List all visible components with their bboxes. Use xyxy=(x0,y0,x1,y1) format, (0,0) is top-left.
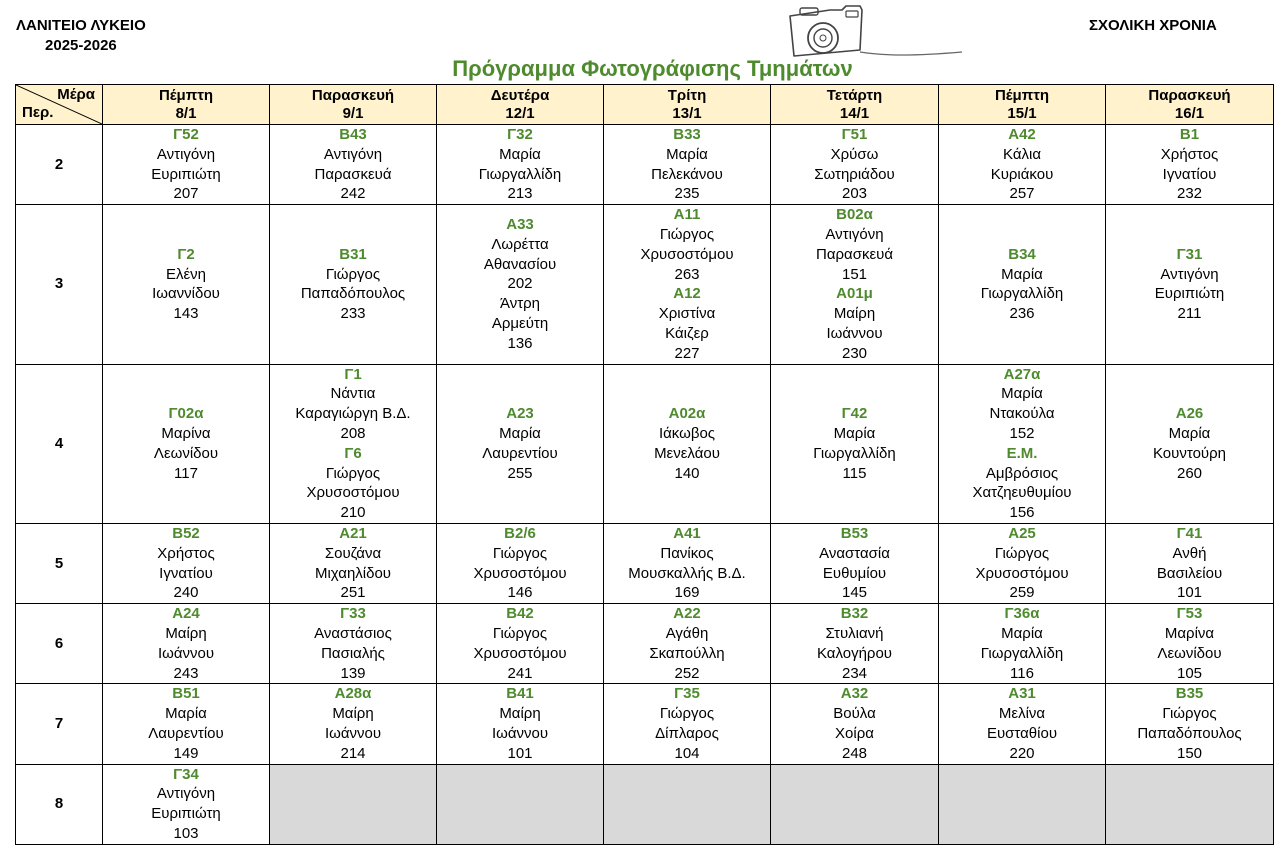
empty-slot xyxy=(437,764,604,844)
room-number: 211 xyxy=(1177,305,1202,323)
teacher-first-name: Ιάκωβος xyxy=(658,424,716,442)
room-number: 139 xyxy=(340,664,366,682)
teacher-last-name: Αθανασίου xyxy=(483,255,557,273)
teacher-first-name: Μαίρη xyxy=(332,705,374,723)
teacher-first-name: Άντρη xyxy=(499,295,541,313)
teacher-first-name: Γιώργος xyxy=(1162,705,1217,723)
teacher-first-name: Μαρία xyxy=(165,705,207,723)
class-code: Γ34 xyxy=(173,765,199,783)
teacher-last-name: Λεωνίδου xyxy=(1157,644,1222,662)
teacher-last-name: Κυριάκου xyxy=(990,165,1054,183)
class-code: Γ42 xyxy=(841,405,868,423)
schedule-cell xyxy=(771,364,939,523)
class-code: Γ41 xyxy=(1176,524,1203,542)
teacher-last-name: Γιωργαλλίδη xyxy=(980,644,1064,662)
room-number: 202 xyxy=(507,275,533,293)
teacher-first-name: Γιώργος xyxy=(325,464,381,482)
corner-period-label: Περ. xyxy=(22,104,54,121)
room-number: 203 xyxy=(841,185,868,203)
teacher-first-name: Στυλιανή xyxy=(825,624,884,642)
class-code: Γ35 xyxy=(674,685,700,703)
schedule-cell xyxy=(771,523,939,603)
class-code: Γ53 xyxy=(1176,605,1203,623)
teacher-last-name: Παρασκευά xyxy=(314,165,392,183)
schedule-cell xyxy=(939,364,1106,523)
schedule-cell xyxy=(771,125,939,205)
schedule-cell xyxy=(437,684,604,764)
class-code: Α41 xyxy=(673,524,701,542)
schedule-cell xyxy=(103,684,270,764)
room-number: 241 xyxy=(507,664,533,682)
day-header xyxy=(771,85,939,125)
class-code: Γ52 xyxy=(173,126,199,143)
schedule-cell xyxy=(1106,364,1274,523)
teacher-last-name: Γιωργαλλίδη xyxy=(813,444,896,462)
schedule-cell xyxy=(1106,523,1274,603)
period-cell: 2 xyxy=(16,125,103,205)
teacher-first-name: Γιώργος xyxy=(492,544,548,562)
day-date: 13/1 xyxy=(672,104,702,122)
schedule-cell xyxy=(270,523,437,603)
teacher-first-name: Αμβρόσιος xyxy=(985,464,1059,482)
teacher-first-name: Γιώργος xyxy=(659,225,715,243)
period-cell: 5 xyxy=(16,523,103,603)
day-date: 12/1 xyxy=(505,104,535,122)
room-number: 207 xyxy=(173,185,199,203)
teacher-first-name: Σουζάνα xyxy=(324,544,382,562)
schedule-cell xyxy=(1106,684,1274,764)
day-name: Παρασκευή xyxy=(311,86,395,104)
day-header xyxy=(103,85,270,125)
class-code: Α21 xyxy=(339,524,367,542)
room-number: 232 xyxy=(1176,185,1203,203)
day-date: 9/1 xyxy=(342,104,364,122)
room-number: 213 xyxy=(507,185,533,203)
table-row xyxy=(16,604,1274,684)
day-date: 8/1 xyxy=(175,104,197,122)
room-number: 255 xyxy=(507,464,533,482)
teacher-last-name: Ιωάννου xyxy=(157,644,215,662)
schedule-cell xyxy=(604,364,771,523)
schedule-table xyxy=(15,84,1274,845)
header-row xyxy=(16,85,1274,125)
schedule-cell xyxy=(604,523,771,603)
teacher-first-name: Μαρία xyxy=(1001,265,1043,283)
teacher-first-name: Ελένη xyxy=(165,265,207,283)
teacher-last-name: Καλογήρου xyxy=(816,644,893,662)
schedule-cell xyxy=(939,125,1106,205)
teacher-last-name: Μιχαηλίδου xyxy=(314,564,392,582)
teacher-first-name: Αντιγόνη xyxy=(1160,265,1219,283)
class-code: Γ2 xyxy=(177,245,195,263)
teacher-last-name: Ευριπιώτη xyxy=(1154,285,1225,303)
room-number: 149 xyxy=(173,744,199,762)
teacher-first-name: Μαίρη xyxy=(833,305,876,323)
room-number: 208 xyxy=(340,424,366,442)
empty-slot xyxy=(270,764,437,844)
teacher-last-name: Παπαδόπουλος xyxy=(300,285,406,303)
class-code: Α22 xyxy=(673,605,701,623)
teacher-last-name: Μουσκαλλής Β.Δ. xyxy=(628,564,746,582)
teacher-last-name: Ιγνατίου xyxy=(1162,165,1217,183)
class-code: Ε.Μ. xyxy=(1006,444,1038,462)
schedule-cell xyxy=(939,604,1106,684)
class-code: Α32 xyxy=(840,685,869,703)
period-cell: 3 xyxy=(16,205,103,364)
period-cell: 7 xyxy=(16,684,103,764)
room-number: 150 xyxy=(1176,744,1203,762)
teacher-last-name: Χρυσοστόμου xyxy=(473,644,567,662)
teacher-last-name: Αρμεύτη xyxy=(491,315,549,333)
teacher-last-name: Δίπλαρος xyxy=(655,724,719,742)
empty-slot xyxy=(1106,764,1274,844)
schedule-cell xyxy=(939,523,1106,603)
table-row xyxy=(16,205,1274,364)
teacher-last-name: Χρυσοστόμου xyxy=(975,564,1069,582)
teacher-first-name: Βούλα xyxy=(833,705,876,723)
class-code: Β33 xyxy=(673,126,701,143)
schedule-cell xyxy=(771,205,939,364)
teacher-last-name: Πελεκάνου xyxy=(651,165,723,183)
class-code: Α02α xyxy=(668,405,706,423)
day-header xyxy=(270,85,437,125)
room-number: 136 xyxy=(507,334,533,352)
teacher-last-name: Σωτηριάδου xyxy=(814,165,895,183)
school-year: 2025-2026 xyxy=(45,37,117,54)
teacher-first-name: Μαρίνα xyxy=(1164,624,1215,642)
schedule-cell xyxy=(270,604,437,684)
class-code: Α28α xyxy=(334,685,372,703)
empty-slot xyxy=(939,764,1106,844)
teacher-last-name: Λεωνίδου xyxy=(153,444,219,462)
teacher-last-name: Χρυσοστόμου xyxy=(640,245,734,263)
table-row xyxy=(16,125,1274,205)
school-year-label: ΣΧΟΛΙΚΗ ΧΡΟΝΙΑ xyxy=(1089,17,1217,34)
room-number: 105 xyxy=(1176,664,1203,682)
corner-day-label: Μέρα xyxy=(57,86,95,103)
room-number: 152 xyxy=(1009,424,1035,442)
teacher-last-name: Λαυρεντίου xyxy=(148,724,224,742)
schedule-cell xyxy=(270,364,437,523)
class-code: Β53 xyxy=(840,524,869,542)
empty-slot xyxy=(604,764,771,844)
teacher-first-name: Ανθή xyxy=(1172,544,1207,562)
teacher-last-name: Ιωαννίδου xyxy=(152,285,220,303)
room-number: 169 xyxy=(674,584,700,602)
day-name: Πέμπτη xyxy=(994,86,1050,104)
teacher-first-name: Χρήστος xyxy=(1160,145,1219,163)
teacher-first-name: Αντιγόνη xyxy=(825,225,884,243)
day-name: Δευτέρα xyxy=(490,86,550,104)
class-code: Β1 xyxy=(1179,126,1200,143)
room-number: 252 xyxy=(674,664,700,682)
day-name: Τρίτη xyxy=(667,86,707,104)
room-number: 240 xyxy=(173,584,199,602)
corner-cell xyxy=(16,85,103,125)
class-code: Α27α xyxy=(1003,365,1041,383)
teacher-first-name: Αναστασία xyxy=(819,544,890,562)
teacher-last-name: Ιωάννου xyxy=(324,724,382,742)
camera-icon xyxy=(780,2,970,64)
day-name: Τετάρτη xyxy=(826,86,883,104)
schedule-cell xyxy=(604,205,771,364)
class-code: Β35 xyxy=(1175,685,1204,703)
room-number: 243 xyxy=(173,664,199,682)
teacher-last-name: Πασιαλής xyxy=(321,644,385,662)
schedule-cell xyxy=(604,604,771,684)
schedule-cell xyxy=(437,205,604,364)
teacher-first-name: Γιώργος xyxy=(492,624,548,642)
table-row xyxy=(16,764,1274,844)
class-code: Β2/6 xyxy=(504,524,536,542)
teacher-first-name: Αντιγόνη xyxy=(156,785,216,803)
teacher-first-name: Πανίκος xyxy=(660,544,714,562)
schedule-cell xyxy=(771,604,939,684)
room-number: 101 xyxy=(507,744,533,762)
class-code: Α33 xyxy=(506,216,534,234)
teacher-last-name: Ιωάννου xyxy=(826,324,883,342)
teacher-first-name: Μαίρη xyxy=(165,624,207,642)
schedule-cell xyxy=(437,125,604,205)
teacher-first-name: Μαρία xyxy=(499,424,541,442)
room-number: 251 xyxy=(340,584,366,602)
class-code: Α24 xyxy=(172,605,200,623)
teacher-last-name: Κουντούρη xyxy=(1152,444,1226,462)
room-number: 235 xyxy=(674,185,700,203)
class-code: Γ51 xyxy=(841,126,868,143)
day-date: 16/1 xyxy=(1174,104,1205,122)
teacher-last-name: Κάιζερ xyxy=(665,324,709,342)
room-number: 242 xyxy=(340,185,366,203)
class-code: Γ31 xyxy=(1176,245,1203,263)
teacher-last-name: Ευριπιώτη xyxy=(151,805,221,823)
teacher-first-name: Αναστάσιος xyxy=(314,624,392,642)
room-number: 263 xyxy=(674,265,700,283)
room-number: 227 xyxy=(674,344,700,362)
teacher-first-name: Κάλια xyxy=(1003,145,1041,163)
class-code: Β41 xyxy=(506,685,534,703)
school-header xyxy=(16,16,146,56)
room-number: 151 xyxy=(841,265,868,283)
class-code: Α42 xyxy=(1008,126,1036,143)
day-header xyxy=(939,85,1106,125)
class-code: Β32 xyxy=(840,605,869,623)
teacher-first-name: Μαρίνα xyxy=(161,424,211,442)
schedule-cell xyxy=(939,205,1106,364)
room-number: 220 xyxy=(1009,744,1035,762)
room-number: 260 xyxy=(1176,464,1203,482)
day-date: 15/1 xyxy=(1007,104,1037,122)
teacher-last-name: Ιωάννου xyxy=(491,724,549,742)
class-code: Γ6 xyxy=(344,444,362,462)
class-code: Β42 xyxy=(506,605,534,623)
schedule-cell xyxy=(437,523,604,603)
class-code: Α26 xyxy=(1175,405,1204,423)
schedule-cell xyxy=(103,604,270,684)
period-cell: 6 xyxy=(16,604,103,684)
teacher-first-name: Λωρέττα xyxy=(491,235,549,253)
schedule-cell xyxy=(103,523,270,603)
class-code: Β31 xyxy=(339,245,367,263)
schedule-cell xyxy=(1106,604,1274,684)
teacher-last-name: Σκαπούλλη xyxy=(649,644,725,662)
teacher-first-name: Αγάθη xyxy=(665,624,709,642)
teacher-last-name: Χατζηευθυμίου xyxy=(972,484,1072,502)
class-code: Γ32 xyxy=(507,126,533,143)
teacher-last-name: Μενελάου xyxy=(654,444,720,462)
room-number: 233 xyxy=(340,305,366,323)
room-number: 101 xyxy=(1176,584,1203,602)
teacher-first-name: Μαρία xyxy=(1001,624,1043,642)
class-code: Γ02α xyxy=(168,405,204,423)
room-number: 210 xyxy=(340,504,366,522)
teacher-last-name: Παπαδόπουλος xyxy=(1137,724,1242,742)
day-header xyxy=(604,85,771,125)
teacher-first-name: Χρύσω xyxy=(830,145,879,163)
table-row xyxy=(16,364,1274,523)
room-number: 116 xyxy=(1010,664,1034,682)
teacher-first-name: Μαρία xyxy=(1168,424,1211,442)
day-name: Πέμπτη xyxy=(158,86,214,104)
teacher-last-name: Βασιλείου xyxy=(1156,564,1223,582)
teacher-last-name: Ευθυμίου xyxy=(822,564,887,582)
teacher-last-name: Καραγιώργη Β.Δ. xyxy=(295,405,411,423)
teacher-first-name: Γιώργος xyxy=(994,544,1050,562)
schedule-cell xyxy=(270,684,437,764)
teacher-first-name: Μαρία xyxy=(666,145,708,163)
schedule-cell xyxy=(604,125,771,205)
period-cell: 4 xyxy=(16,364,103,523)
schedule-cell xyxy=(103,364,270,523)
teacher-last-name: Ντακούλα xyxy=(989,405,1055,423)
teacher-last-name: Ιγνατίου xyxy=(159,564,213,582)
schedule-cell xyxy=(604,684,771,764)
day-date: 14/1 xyxy=(839,104,870,122)
class-code: Β43 xyxy=(339,126,367,143)
school-name: ΛΑΝΙΤΕΙΟ ΛΥΚΕΙΟ xyxy=(16,17,146,34)
teacher-first-name: Γιώργος xyxy=(659,705,715,723)
room-number: 234 xyxy=(841,664,868,682)
schedule-cell xyxy=(771,684,939,764)
room-number: 248 xyxy=(841,744,868,762)
period-cell: 8 xyxy=(16,764,103,844)
table-row xyxy=(16,523,1274,603)
room-number: 214 xyxy=(340,744,366,762)
day-name: Παρασκευή xyxy=(1148,86,1231,104)
schedule-cell xyxy=(103,764,270,844)
room-number: 115 xyxy=(842,464,867,482)
schedule-cell xyxy=(1106,125,1274,205)
class-code: Γ33 xyxy=(340,605,366,623)
teacher-last-name: Ευριπιώτη xyxy=(151,165,221,183)
room-number: 117 xyxy=(174,464,198,482)
teacher-first-name: Μελίνα xyxy=(998,705,1046,723)
teacher-last-name: Ευσταθίου xyxy=(986,724,1058,742)
schedule-cell xyxy=(103,205,270,364)
teacher-last-name: Χρυσοστόμου xyxy=(306,484,400,502)
room-number: 259 xyxy=(1009,584,1035,602)
class-code: Α25 xyxy=(1008,524,1036,542)
teacher-last-name: Παρασκευά xyxy=(815,245,894,263)
room-number: 143 xyxy=(173,305,199,323)
class-code: Α31 xyxy=(1008,685,1036,703)
page-title: Πρόγραμμα Φωτογράφισης Τμημάτων xyxy=(452,56,853,81)
class-code: Α23 xyxy=(506,405,534,423)
room-number: 103 xyxy=(173,824,199,842)
room-number: 104 xyxy=(674,744,700,762)
teacher-last-name: Χοίρα xyxy=(835,724,874,742)
class-code: Γ36α xyxy=(1004,605,1040,623)
class-code: Α12 xyxy=(673,285,701,303)
class-code: Β51 xyxy=(172,685,200,703)
class-code: Β52 xyxy=(172,524,200,542)
room-number: 257 xyxy=(1009,185,1035,203)
table-row xyxy=(16,684,1274,764)
teacher-first-name: Γιώργος xyxy=(325,265,381,283)
teacher-first-name: Μαρία xyxy=(499,145,541,163)
day-header xyxy=(437,85,604,125)
class-code: Α01μ xyxy=(836,285,873,303)
room-number: 156 xyxy=(1009,504,1035,522)
schedule-cell xyxy=(270,125,437,205)
class-code: Α11 xyxy=(673,206,701,224)
teacher-first-name: Χρήστος xyxy=(157,544,215,562)
teacher-first-name: Μαρία xyxy=(1001,385,1043,403)
teacher-first-name: Χριστίνα xyxy=(658,305,716,323)
teacher-first-name: Αντιγόνη xyxy=(156,145,216,163)
class-code: Β02α xyxy=(836,206,873,224)
teacher-last-name: Λαυρεντίου xyxy=(482,444,558,462)
schedule-cell xyxy=(270,205,437,364)
class-code: Γ1 xyxy=(344,365,362,383)
room-number: 236 xyxy=(1009,305,1035,323)
room-number: 140 xyxy=(674,464,700,482)
empty-slot xyxy=(771,764,939,844)
room-number: 145 xyxy=(841,584,868,602)
teacher-first-name: Νάντια xyxy=(330,385,376,403)
schedule-cell xyxy=(103,125,270,205)
teacher-last-name: Γιωργαλλίδη xyxy=(980,285,1064,303)
teacher-last-name: Γιωργαλλίδη xyxy=(478,165,562,183)
room-number: 146 xyxy=(507,584,533,602)
schedule-cell xyxy=(1106,205,1274,364)
room-number: 230 xyxy=(841,344,868,362)
teacher-last-name: Χρυσοστόμου xyxy=(473,564,567,582)
day-header xyxy=(1106,85,1274,125)
teacher-first-name: Αντιγόνη xyxy=(323,145,383,163)
class-code: Β34 xyxy=(1008,245,1036,263)
teacher-first-name: Μαίρη xyxy=(499,705,541,723)
schedule-cell xyxy=(939,684,1106,764)
schedule-cell xyxy=(437,364,604,523)
schedule-cell xyxy=(437,604,604,684)
teacher-first-name: Μαρία xyxy=(833,424,876,442)
